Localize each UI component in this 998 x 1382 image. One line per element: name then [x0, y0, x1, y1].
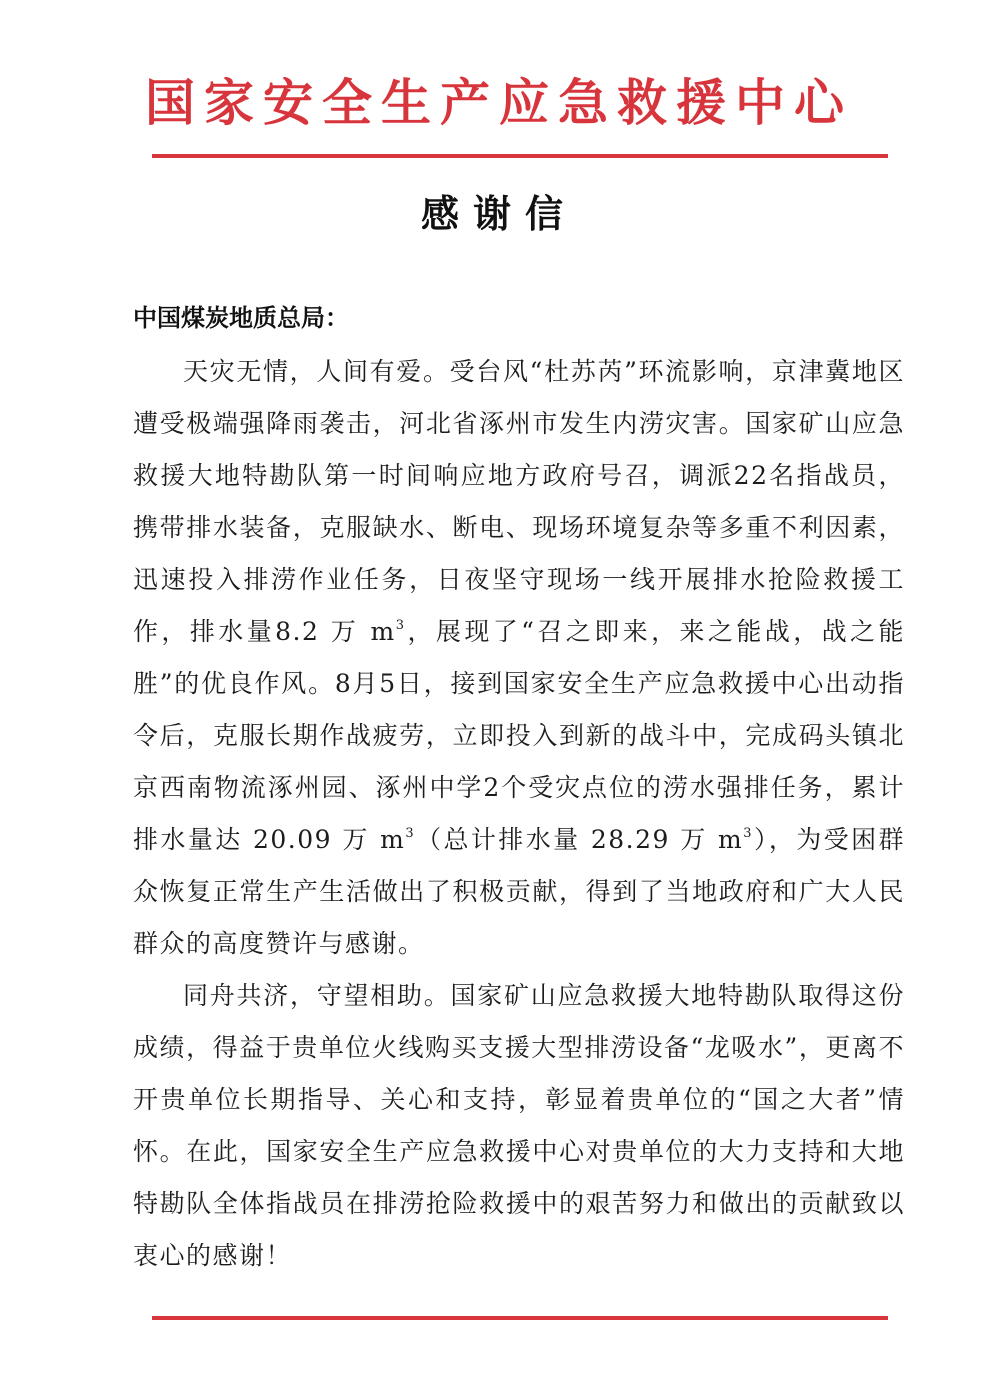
paragraph-1 — [133, 346, 905, 970]
document-title: 感谢信 — [420, 192, 577, 236]
salutation: 中国煤炭地质总局： — [133, 304, 349, 332]
paragraph-2: 同舟共济，守望相助。国家矿山应急救援大地特勘队取得这份成绩，得益于贵单位火线购买支援大型排涝设备“龙吸水”，更离不开贵单位长期指导、关心和支持，彰显着贵单位的“国之大者”情怀。在此，国家安全生产应急救援中心对贵单位的大力支持和大地特勘队全体指战员在排涝抢险救援中的艰苦努力和做出的贡献致以衷心的感谢！ — [133, 981, 905, 1270]
letterhead-red-rule — [152, 154, 888, 158]
paragraph-1-part-4: ），为受困群众恢复正常生产生活做出了积极贡献，得到了当地政府和广大人民群众的高度赞许与感谢。 — [133, 825, 905, 958]
letter-body — [133, 346, 905, 1282]
paragraph-1-part-1: 天灾无情，人间有爱。受台风“杜苏芮”环流影响，京津冀地区遭受极端强降雨袭击，河北省涿州市发生内涝灾害。国家矿山应急救援大地特勘队第一时间响应地方政府号召，调派22名指战员，携带排水装备，克服缺水、断电、现场环境复杂等多重不利因素，迅速投入排涝作业任务，日夜坚守现场一线开展排水抢险救援工作，排水量8.2 万 m — [133, 357, 905, 646]
footer-red-rule — [152, 1316, 888, 1320]
paragraph-1-part-2: ，展现了“召之即来，来之能战，战之能胜”的优良作风。8月5日，接到国家安全生产应急救援中心出动指令后，克服长期作战疲劳，立即投入到新的战斗中，完成码头镇北京西南物流涿州园、涿州中学2个受灾点位的涝水强排任务，累计排水量达 20.09 万 m — [133, 617, 905, 854]
unit-superscript: 3 — [395, 618, 406, 633]
unit-superscript: 3 — [405, 826, 416, 841]
unit-superscript: 3 — [743, 826, 754, 841]
letterhead-org-name: 国家安全生产应急救援中心 — [145, 74, 853, 132]
paragraph-1-part-3: （总计排水量 28.29 万 m — [415, 825, 744, 854]
